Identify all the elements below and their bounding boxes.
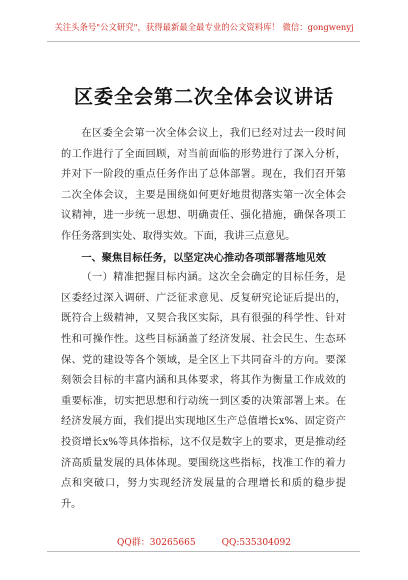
header-divider: [47, 41, 360, 42]
footer-contact: [0, 535, 408, 548]
header-promo-note: 关注头条号"公文研究"，获得最新最全最专业的公文资料库！ 微信：gongwenyj: [54, 22, 354, 32]
footer-qq-group: QQ群：30265665: [117, 538, 196, 548]
intro-paragraph: 在区委全会第一次全体会议上，我们已经对过去一段时间的工作进行了全面回顾，对当前面临的形势进行了深入分析，并对下一阶段的重点任务作出了总体部署。现在，我们召开第二次全体会议，主要是围绕如何更好地贯彻落实第一次全体会议精神，进一步统一思想、明确责任、强化措施，确保各项工作任务落到实处、取得实效。下面，我讲三点意见。: [61, 128, 346, 242]
footer-qq: QQ:535304092: [221, 538, 291, 548]
document-title: 区委全会第二次全体会议讲话: [73, 86, 334, 108]
section-paragraph: （一）精准把握目标内涵。这次全会确定的目标任务，是区委经过深入调研、广泛征求意见、反复研究论证后提出的，既符合上级精神，又契合我区实际，具有很强的科学性、针对性和可操作性。这些目标涵盖了经济发展、社会民生、生态环保、党的建设等各个领域，是全区上下共同奋斗的方向。要深刻领会目标的丰富内涵和具体要求，将其作为衡量工作成效的重要标准，切实把思想和行动统一到区委的决策部署上来。在经济发展方面，我们提出实现地区生产总值增长x%、固定资产投资增长x%等具体指标，这不仅是数字上的要求，更是推动经济高质量发展的具体体现。要围绕这些指标，找准工作的着力点和突破口，努力实现经济发展量的合理增长和质的稳步提升。: [61, 272, 346, 510]
footer-divider: [47, 551, 360, 552]
section-heading: 一、聚焦目标任务，以坚定决心推动各项部署落地见效: [81, 251, 326, 264]
document-body: [61, 124, 346, 515]
